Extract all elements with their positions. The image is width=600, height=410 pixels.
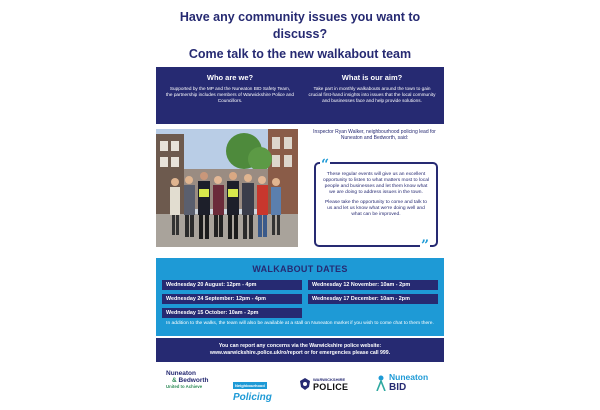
nb-tagline: United to Achieve — [166, 384, 203, 389]
walkabout-dates-panel — [156, 258, 444, 336]
who-title: Who are we? — [206, 73, 254, 82]
bid-name: Nuneaton — [389, 372, 429, 382]
wp-big: POLICE — [313, 382, 349, 392]
nb-line-2: Bedworth — [178, 377, 209, 384]
nuneaton-bid-logo — [376, 372, 440, 398]
date-item: Wednesday 15 October: 10am - 2pm — [162, 308, 302, 318]
quote-box — [314, 157, 438, 254]
who-column — [166, 73, 294, 103]
quote-paragraph-1: These regular events will give us an excellent opportunity to listen to what matters most to local people and businesses and let them know what we are doing to address issues in the town. — [322, 172, 429, 195]
aim-title: What is our aim? — [341, 73, 403, 82]
bid-figure-icon — [376, 375, 386, 391]
nuneaton-bedworth-logo — [166, 370, 226, 400]
date-item: Wednesday 17 December: 10am - 2pm — [308, 294, 438, 304]
headline — [0, 9, 600, 63]
who-text: Supported by the MP and the Nuneaton BID Safety Team, the partnership includes members of Warwickshire Police and Councillors. — [166, 86, 295, 103]
nb-amp: & — [172, 377, 177, 384]
date-item: Wednesday 24 September: 12pm - 4pm — [162, 294, 302, 304]
quote-paragraph-2: Please take the opportunity to come and talk to us and let us know what we're doing well and what can be improved. — [325, 200, 427, 217]
team-photo — [156, 129, 298, 247]
warwickshire-police-logo — [300, 376, 366, 398]
report-panel — [156, 338, 444, 362]
open-quote-icon: “ — [321, 157, 330, 173]
np-big: Policing — [233, 392, 272, 403]
police-crest-icon — [300, 378, 310, 390]
date-item: Wednesday 20 August: 12pm - 4pm — [162, 280, 302, 290]
intro-panel — [156, 67, 444, 124]
report-line-1: You can report any concerns via the Warwickshire police website: — [218, 343, 382, 349]
date-item: Wednesday 12 November: 10am - 2pm — [308, 280, 438, 290]
headline-line-1: Have any community issues you want to — [179, 10, 421, 24]
report-line-2[interactable]: www.warwickshire.police.uk/ro/report or for emergencies please call 999. — [209, 350, 391, 356]
nb-line-1: Nuneaton — [166, 370, 196, 377]
market-note: In addition to the walks, the team will also be available at a stall on Nuneaton market if you wish to come chat to them there. — [166, 321, 434, 326]
dates-title: WALKABOUT DATES — [252, 264, 348, 274]
aim-text: Take part in monthly walkabouts around the town to gain crucial first-hand insights into issues that the local community and businesses face and help provide solutions. — [308, 86, 436, 103]
neighbourhood-policing-logo — [233, 374, 279, 403]
inspector-intro: Inspector Ryan Walker, neighbourhood policing lead for Nuneaton and Bedworth, said: — [313, 129, 436, 141]
np-small: Neighbourhood — [235, 383, 265, 388]
headline-line-2: discuss? — [272, 27, 328, 41]
close-quote-icon: ” — [420, 238, 429, 254]
wp-small: WARWICKSHIRE — [313, 377, 346, 382]
bid-big: BID — [389, 382, 407, 393]
headline-line-3: Come talk to the new walkabout team — [188, 47, 412, 61]
aim-column — [308, 73, 436, 103]
